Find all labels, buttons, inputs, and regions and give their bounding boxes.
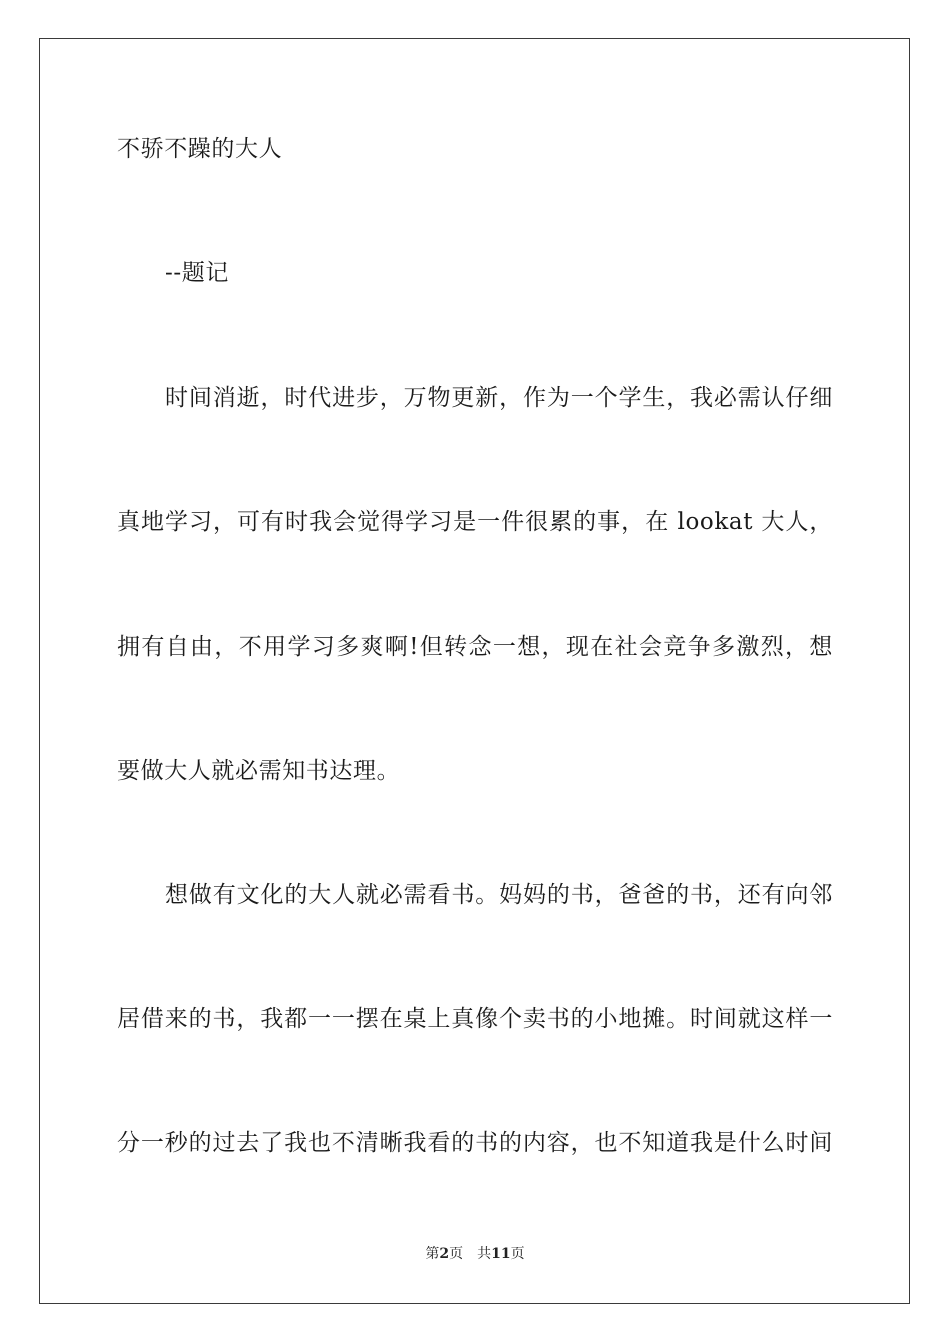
document-line: 想做有文化的大人就必需看书。妈妈的书，爸爸的书，还有向邻 (165, 882, 833, 908)
footer-total-suffix: 页 (510, 1246, 525, 1262)
document-line: 要做大人就必需知书达理。 (117, 758, 401, 784)
footer-page-suffix: 页 (449, 1246, 464, 1262)
page-footer (0, 1244, 950, 1264)
document-line-title: 不骄不躁的大人 (117, 136, 283, 162)
footer-total-prefix: 共 (477, 1246, 492, 1262)
document-line: 分一秒的过去了我也不清晰我看的书的内容，也不知道我是什么时间 (117, 1130, 833, 1156)
footer-page-total: 11 (491, 1246, 511, 1262)
document-line: 时间消逝，时代进步，万物更新，作为一个学生，我必需认仔细 (165, 385, 833, 411)
document-line-epigraph: --题记 (165, 260, 229, 286)
page-border (39, 38, 910, 1304)
footer-page-prefix: 第 (425, 1246, 440, 1262)
document-line: 拥有自由，不用学习多爽啊!但转念一想，现在社会竞争多激烈，想 (117, 634, 833, 660)
document-line: 真地学习，可有时我会觉得学习是一件很累的事，在 lookat 大人， (117, 509, 833, 535)
footer-page-current: 2 (439, 1246, 450, 1262)
document-line: 居借来的书，我都一一摆在桌上真像个卖书的小地摊。时间就这样一 (117, 1006, 833, 1032)
